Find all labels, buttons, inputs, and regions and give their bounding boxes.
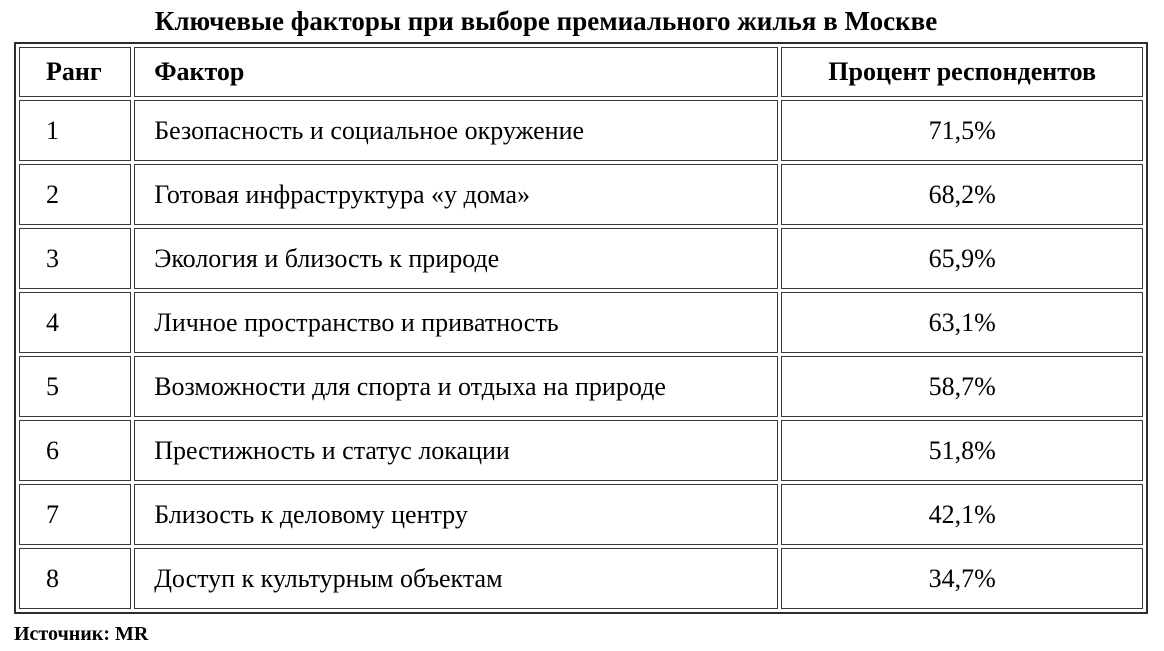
table-row <box>19 164 1143 225</box>
rank-cell: 4 <box>19 292 131 353</box>
percent-cell: 68,2% <box>781 164 1143 225</box>
percent-cell: 65,9% <box>781 228 1143 289</box>
table-body <box>19 100 1143 609</box>
column-header-factor: Фактор <box>134 47 778 97</box>
table-row <box>19 100 1143 161</box>
rank-cell: 7 <box>19 484 131 545</box>
column-header-percent: Процент респондентов <box>781 47 1143 97</box>
table-row <box>19 292 1143 353</box>
rank-cell: 8 <box>19 548 131 609</box>
rank-cell: 6 <box>19 420 131 481</box>
factor-cell: Престижность и статус локации <box>134 420 778 481</box>
percent-cell: 71,5% <box>781 100 1143 161</box>
factor-cell: Доступ к культурным объектам <box>134 548 778 609</box>
percent-cell: 42,1% <box>781 484 1143 545</box>
rank-cell: 1 <box>19 100 131 161</box>
rank-cell: 3 <box>19 228 131 289</box>
factor-cell: Возможности для спорта и отдыха на природе <box>134 356 778 417</box>
rank-cell: 2 <box>19 164 131 225</box>
percent-cell: 58,7% <box>781 356 1143 417</box>
source-note: Источник: MR <box>14 623 149 646</box>
percent-cell: 34,7% <box>781 548 1143 609</box>
factor-cell: Личное пространство и приватность <box>134 292 778 353</box>
table-row <box>19 228 1143 289</box>
factor-cell: Готовая инфраструктура «у дома» <box>134 164 778 225</box>
table-row <box>19 548 1143 609</box>
percent-cell: 51,8% <box>781 420 1143 481</box>
page-title: Ключевые факторы при выборе премиального жилья в Москве <box>154 6 938 36</box>
factors-table <box>14 42 1148 614</box>
table-row <box>19 356 1143 417</box>
percent-cell: 63,1% <box>781 292 1143 353</box>
table-row <box>19 420 1143 481</box>
factor-cell: Безопасность и социальное окружение <box>134 100 778 161</box>
table-row <box>19 484 1143 545</box>
factor-cell: Экология и близость к природе <box>134 228 778 289</box>
rank-cell: 5 <box>19 356 131 417</box>
table-header-row <box>19 47 1143 97</box>
column-header-rank: Ранг <box>19 47 131 97</box>
factor-cell: Близость к деловому центру <box>134 484 778 545</box>
